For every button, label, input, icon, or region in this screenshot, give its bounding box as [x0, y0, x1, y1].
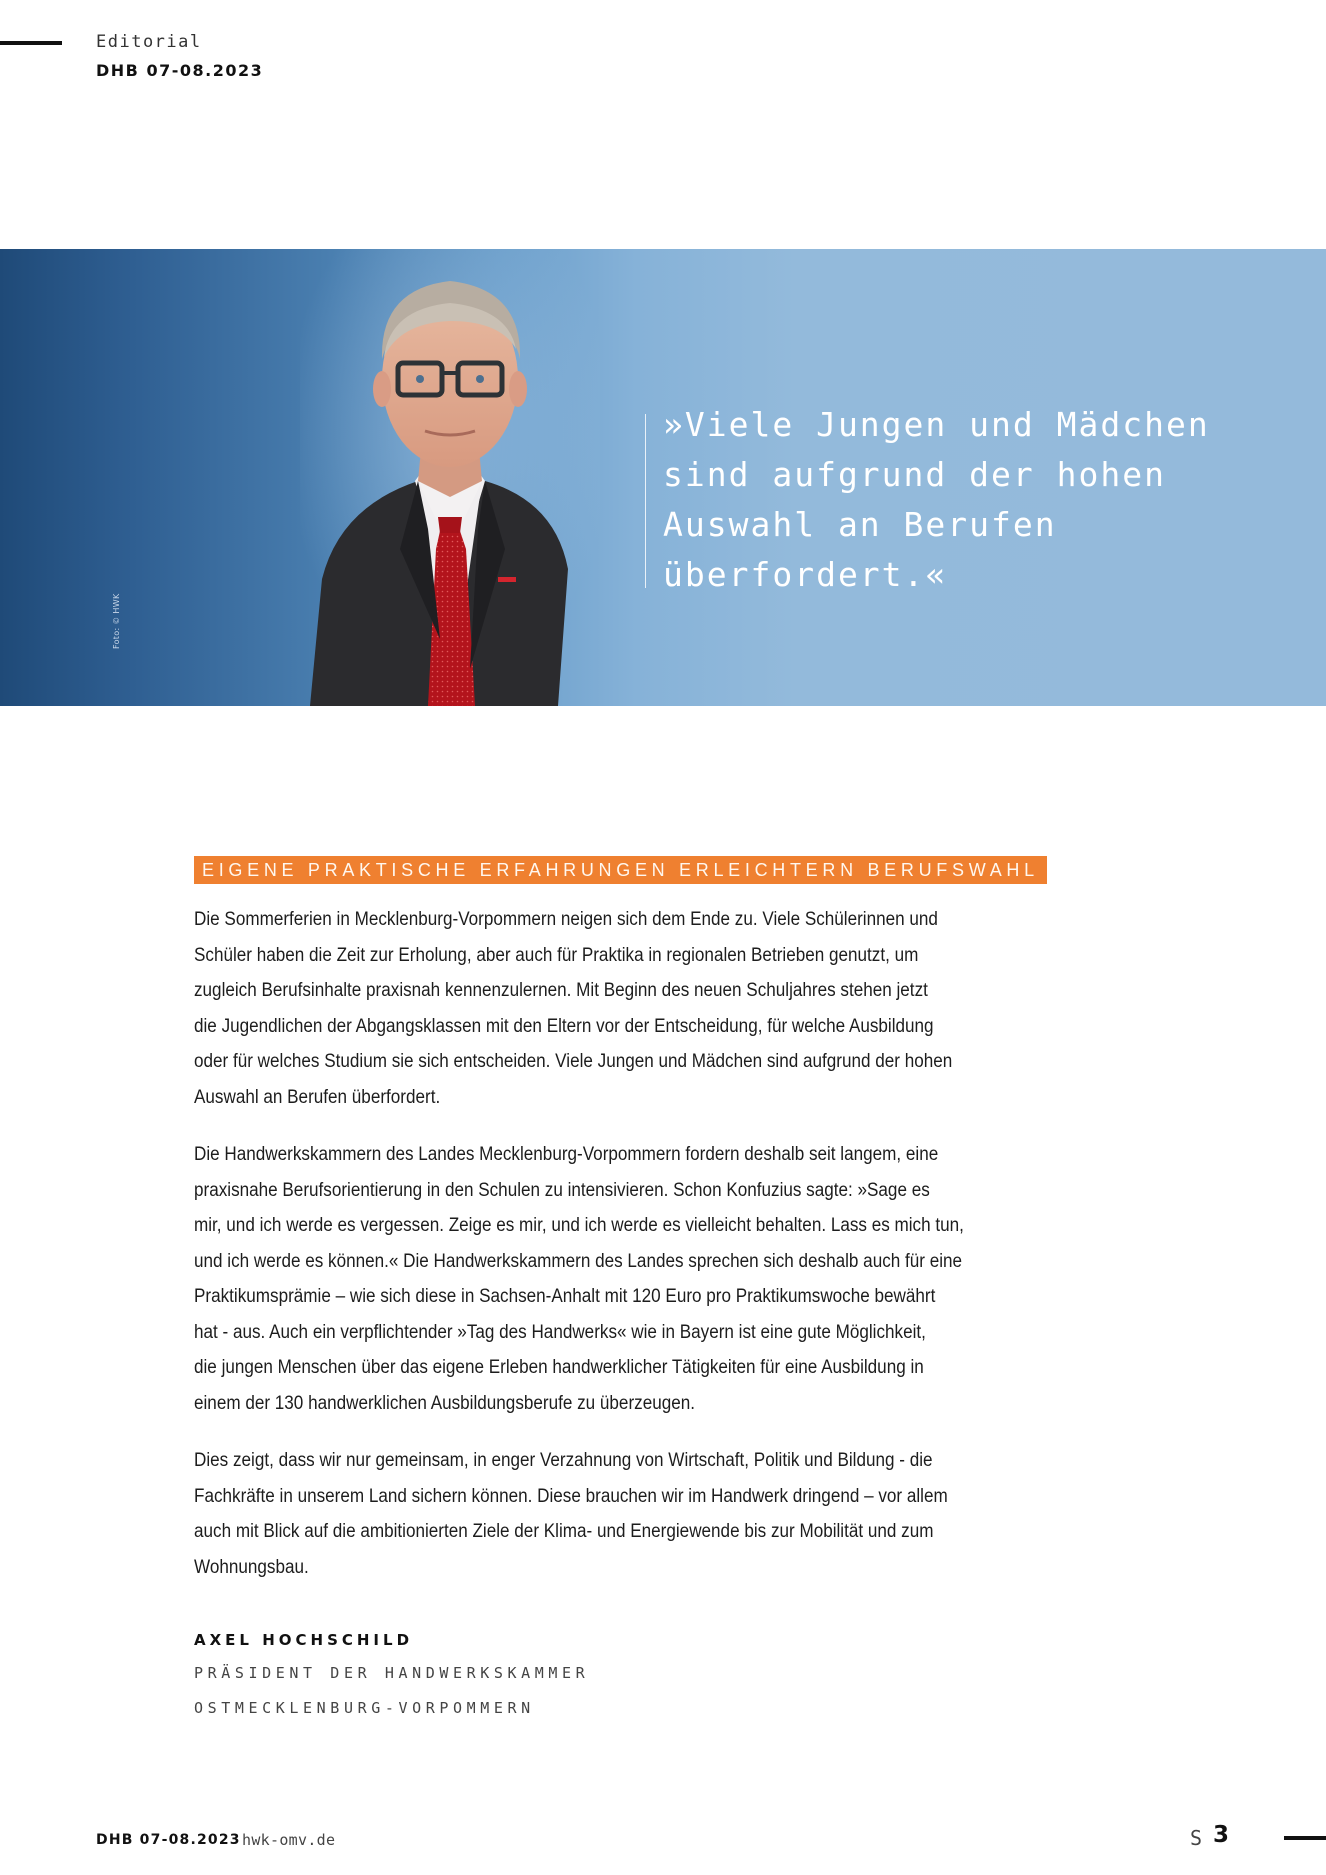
page-prefix: S [1190, 1826, 1203, 1850]
text-line: hat - aus. Auch ein verpflichtender »Tag des Handwerks« wie in Bayern ist eine gute Möglichkeit, [194, 1321, 926, 1343]
portrait-image [300, 249, 600, 706]
photo-credit: Foto: © HWK [112, 593, 121, 649]
text-line: Fachkräfte in unserem Land sichern können. Diese brauchen wir im Handwerk dringend – vor allem [194, 1485, 948, 1507]
article-paragraph-1 [194, 902, 982, 1115]
article-paragraph-2 [194, 1137, 982, 1421]
page-number: 3 [1213, 1822, 1230, 1848]
pull-quote-line: Auswahl an Berufen [663, 505, 1057, 544]
text-line: mir, und ich werde es vergessen. Zeige es mir, und ich werde es vielleicht behalten. Lass es mich tun, [194, 1215, 964, 1236]
quote-rule [645, 414, 646, 588]
text-line: die jungen Menschen über das eigene Erleben handwerklicher Tätigkeiten für eine Ausbildung in [194, 1357, 924, 1378]
footer-rule [1284, 1836, 1326, 1840]
text-line: Praktikumsprämie – wie sich diese in Sachsen-Anhalt mit 120 Euro pro Praktikumswoche bewährt [194, 1286, 936, 1307]
issue-label: DHB 07-08.2023 [96, 61, 264, 80]
text-line: Die Sommerferien in Mecklenburg-Vorpommern neigen sich dem Ende zu. Viele Schülerinnen und [194, 909, 938, 930]
author-title: PRÄSIDENT DER HANDWERKSKAMMER [194, 1664, 590, 1682]
text-line: Auswahl an Berufen überfordert. [194, 1086, 441, 1108]
header-rule [0, 41, 62, 45]
footer-website-link[interactable]: hwk-omv.de [242, 1831, 336, 1849]
pull-quote-line: sind aufgrund der hohen [663, 455, 1166, 494]
author-name: AXEL HOCHSCHILD [194, 1631, 414, 1649]
article-paragraph-3 [194, 1443, 982, 1585]
text-line: die Jugendlichen der Abgangsklassen mit den Eltern vor der Entscheidung, für welche Ausbildung [194, 1015, 934, 1037]
pull-quote-line: »Viele Jungen und Mädchen [663, 405, 1210, 444]
pull-quote [663, 400, 1263, 600]
text-line: auch mit Blick auf die ambitionierten Ziele der Klima- und Energiewende bis zur Mobilität und zum [194, 1521, 934, 1542]
text-line: zugleich Berufsinhalte praxisnah kennenzulernen. Mit Beginn des neuen Schuljahres stehen jetzt [194, 980, 928, 1001]
text-line: Schüler haben die Zeit zur Erholung, aber auch für Praktika in regionalen Betrieben genutzt, um [194, 944, 919, 966]
section-heading: EIGENE PRAKTISCHE ERFAHRUNGEN ERLEICHTERN BERUFSWAHL [194, 856, 1047, 884]
section-label: Editorial [96, 32, 202, 52]
text-line: oder für welches Studium sie sich entscheiden. Viele Jungen und Mädchen sind aufgrund der hohen [194, 1051, 953, 1072]
author-organization: OSTMECKLENBURG-VORPOMMERN [194, 1699, 535, 1717]
text-line: Wohnungsbau. [194, 1556, 309, 1578]
text-line: Die Handwerkskammern des Landes Mecklenburg-Vorpommern fordern deshalb seit langem, eine [194, 1144, 939, 1165]
text-line: und ich werde es können.« Die Handwerkskammern des Landes sprechen sich deshalb auch für eine [194, 1250, 963, 1272]
pull-quote-line: überfordert.« [663, 555, 948, 594]
text-line: praxisnahe Berufsorientierung in den Schulen zu intensivieren. Schon Konfuzius sagte: »Sage es [194, 1179, 930, 1201]
text-line: Dies zeigt, dass wir nur gemeinsam, in enger Verzahnung von Wirtschaft, Politik und Bildung - die [194, 1450, 933, 1471]
footer-issue: DHB 07-08.2023 [96, 1832, 241, 1848]
text-line: einem der 130 handwerklichen Ausbildungsberufe zu überzeugen. [194, 1392, 696, 1414]
